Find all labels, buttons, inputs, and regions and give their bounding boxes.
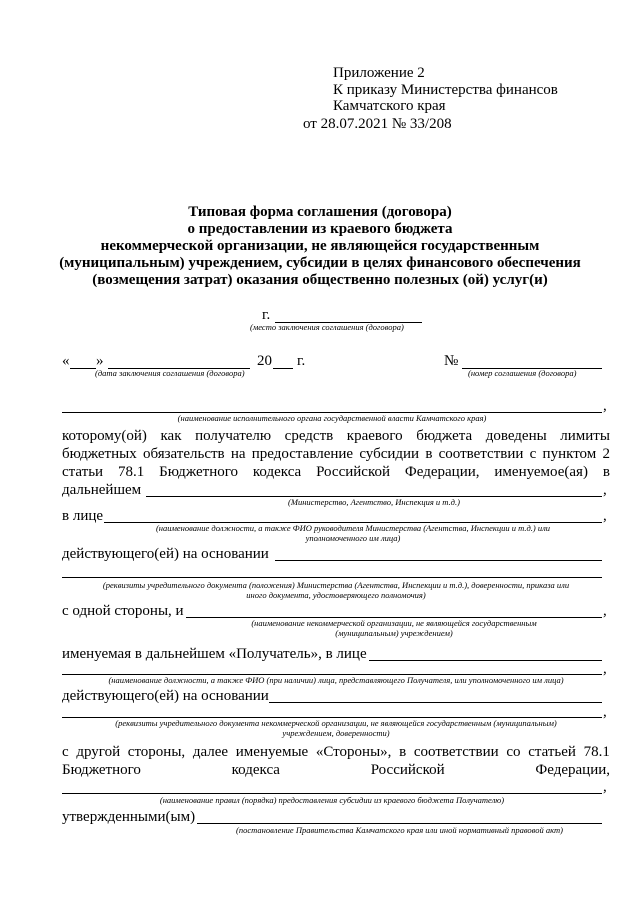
paragraph-2-line-2: Бюджетного кодекса Российской Федерации,: [62, 762, 610, 778]
title-line-1: Типовая форма соглашения (договора): [188, 204, 452, 220]
paragraph-1-line-2: бюджетных обязательств на предоставление субсидии в соответствии с пунктом 2: [62, 446, 610, 462]
open-quote: «: [62, 353, 70, 369]
ministry-comma: ,: [603, 482, 607, 498]
approved-label: утвержденными(ым): [62, 809, 196, 825]
head-caption-2: уполномоченного им лица): [305, 533, 401, 543]
paragraph-1-line-1: которому(ой) как получателю средств краевого бюджета доведены лимиты: [62, 428, 610, 444]
basis-field-1-continued[interactable]: [62, 577, 602, 578]
order-region: Камчатского края: [333, 98, 446, 114]
paragraph-1-line-3: статьи 78.1 Бюджетного кодекса Российской Федерации, именуемое(ая) в: [62, 464, 610, 480]
head-comma: ,: [603, 508, 607, 524]
date-caption: (дата заключения соглашения (договора): [95, 368, 245, 378]
number-caption: (номер соглашения (договора): [468, 368, 577, 378]
place-caption: (место заключения соглашения (договора): [250, 322, 404, 332]
recipient-comma: ,: [603, 661, 607, 677]
nko-basis-field[interactable]: [269, 702, 602, 703]
nko-caption-1: (наименование некоммерческой организации, не являющейся государственным: [251, 618, 537, 628]
one-side-label: с одной стороны, и: [62, 603, 184, 619]
rules-comma: ,: [603, 779, 607, 795]
rules-field[interactable]: [62, 793, 602, 794]
title-line-5: (возмещения затрат) оказания общественно полезных (ой) услуг(и): [92, 272, 548, 288]
paragraph-2-line-1: с другой стороны, далее именуемые «Стороны», в соответствии со статьей 78.1: [62, 744, 610, 760]
organ-caption: (наименование исполнительного органа государственной власти Камчатского края): [177, 413, 487, 423]
title-line-2: о предоставлении из краевого бюджета: [187, 221, 453, 237]
organ-comma: ,: [603, 398, 607, 414]
order-date-number: от 28.07.2021 № 33/208: [303, 116, 452, 132]
year-prefix: 20: [257, 353, 272, 369]
approved-caption: (постановление Правительства Камчатского края или иной нормативный правовой акт): [236, 825, 563, 835]
basis-caption-1: (реквизиты учредительного документа (положения) Министерства (Агентства, Инспекции и т.д.), доверенности, приказа или: [102, 580, 570, 590]
basis-field-1[interactable]: [275, 560, 602, 561]
title-line-4: (муниципальным) учреждением, субсидии в целях финансового обеспечения: [59, 255, 581, 271]
in-person-label: в лице: [62, 508, 104, 524]
nko-basis-caption-2: учреждением, доверенности): [282, 728, 390, 738]
head-caption-1: (наименование должности, а также ФИО руководителя Министерства (Агентства, Инспекции и т.д.) или: [155, 523, 551, 533]
approved-field[interactable]: [197, 823, 602, 824]
appendix-label: Приложение 2: [333, 65, 425, 81]
order-reference: К приказу Министерства финансов: [333, 82, 558, 98]
nko-basis-caption-1: (реквизиты учредительного документа некоммерческой организации, не являющейся государственным (муниципальным): [115, 718, 557, 728]
number-sign: №: [444, 353, 459, 369]
year-suffix: г.: [297, 353, 306, 369]
city-prefix: г.: [262, 307, 271, 323]
ministry-caption: (Министерство, Агентство, Инспекция и т.д.): [288, 497, 460, 507]
year-field[interactable]: [273, 368, 293, 369]
nko-caption-2: (муниципальным) учреждением): [335, 628, 453, 638]
day-field[interactable]: [70, 368, 96, 369]
recipient-caption: (наименование должности, а также ФИО (при наличии) лица, представляющего Получателя, или уполномоченного им лица): [108, 675, 564, 685]
nko-basis-comma: ,: [603, 704, 607, 720]
nko-comma: ,: [603, 603, 607, 619]
close-quote: »: [96, 353, 104, 369]
acting-basis-label-1: действующего(ей) на основании: [62, 546, 269, 562]
recipient-label: именуемая в дальнейшем «Получатель», в лице: [62, 646, 367, 662]
basis-caption-2: иного документа, удостоверяющего полномочия): [246, 590, 426, 600]
rules-caption: (наименование правил (порядка) предоставления субсидии из краевого бюджета Получателю): [159, 795, 505, 805]
recipient-field[interactable]: [369, 660, 602, 661]
title-line-3: некоммерческой организации, не являющейся государственным: [100, 238, 540, 254]
acting-basis-label-2: действующего(ей) на основании: [62, 688, 269, 704]
paragraph-1-line-4: дальнейшем: [62, 482, 142, 498]
